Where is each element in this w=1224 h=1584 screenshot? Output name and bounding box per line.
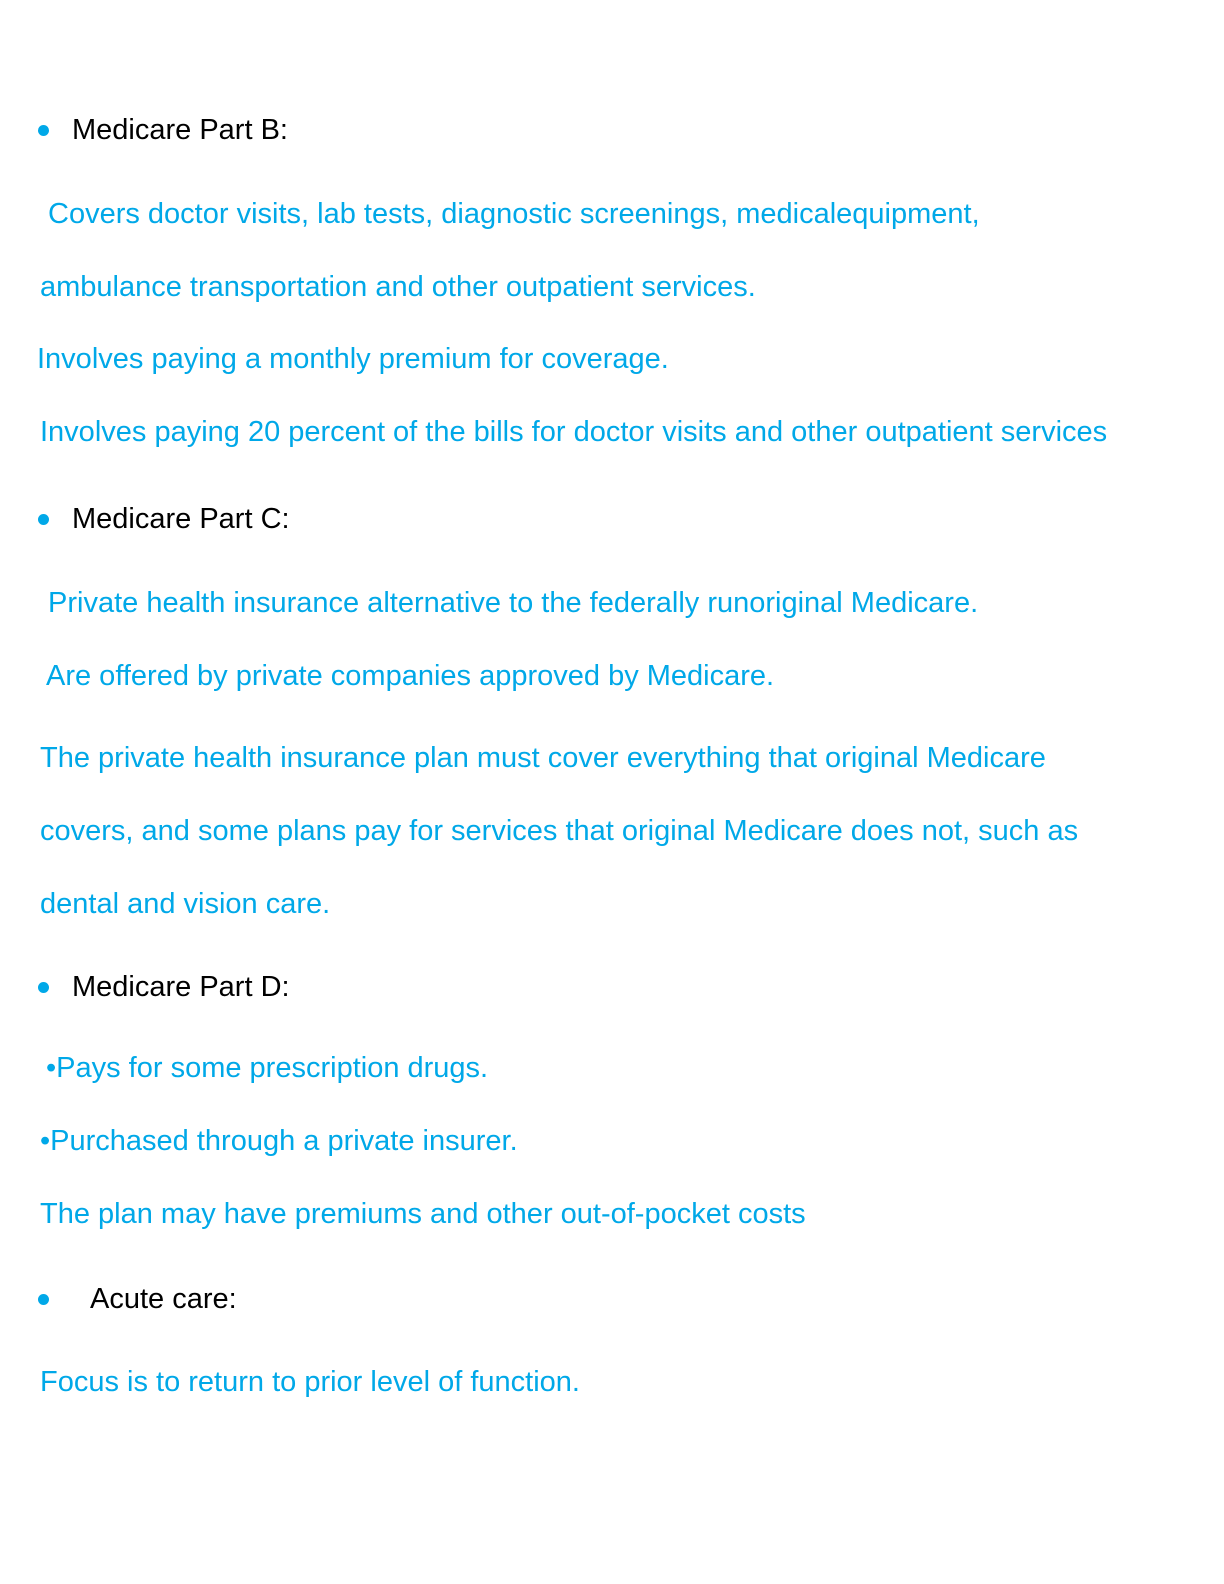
section-heading-part-d: Medicare Part D: <box>72 971 290 1003</box>
bullet-icon <box>38 514 49 525</box>
section-heading-part-b: Medicare Part B: <box>72 114 288 146</box>
part-c-line-1: Private health insurance alternative to the federally runoriginal Medicare. <box>48 587 979 619</box>
part-d-line-2: •Purchased through a private insurer. <box>40 1125 518 1157</box>
part-b-line-3: Involves paying a monthly premium for coverage. <box>37 343 669 375</box>
part-c-line-5: dental and vision care. <box>40 888 331 920</box>
section-heading-acute-care: Acute care: <box>90 1283 237 1315</box>
part-d-line-1: •Pays for some prescription drugs. <box>46 1052 489 1084</box>
part-c-line-2: Are offered by private companies approved by Medicare. <box>46 660 775 692</box>
part-d-line-3: The plan may have premiums and other out-of-pocket costs <box>40 1198 806 1230</box>
bullet-icon <box>38 982 49 993</box>
acute-care-line-1: Focus is to return to prior level of function. <box>40 1366 580 1398</box>
part-b-line-1: Covers doctor visits, lab tests, diagnostic screenings, medicalequipment, <box>48 198 980 230</box>
bullet-icon <box>38 1294 49 1305</box>
part-b-line-2: ambulance transportation and other outpatient services. <box>40 271 756 303</box>
part-c-line-3: The private health insurance plan must cover everything that original Medicare <box>40 742 1046 774</box>
part-c-line-4: covers, and some plans pay for services that original Medicare does not, such as <box>40 815 1079 847</box>
part-b-line-4: Involves paying 20 percent of the bills for doctor visits and other outpatient services <box>40 416 1108 448</box>
bullet-icon <box>38 125 49 136</box>
section-heading-part-c: Medicare Part C: <box>72 503 290 535</box>
